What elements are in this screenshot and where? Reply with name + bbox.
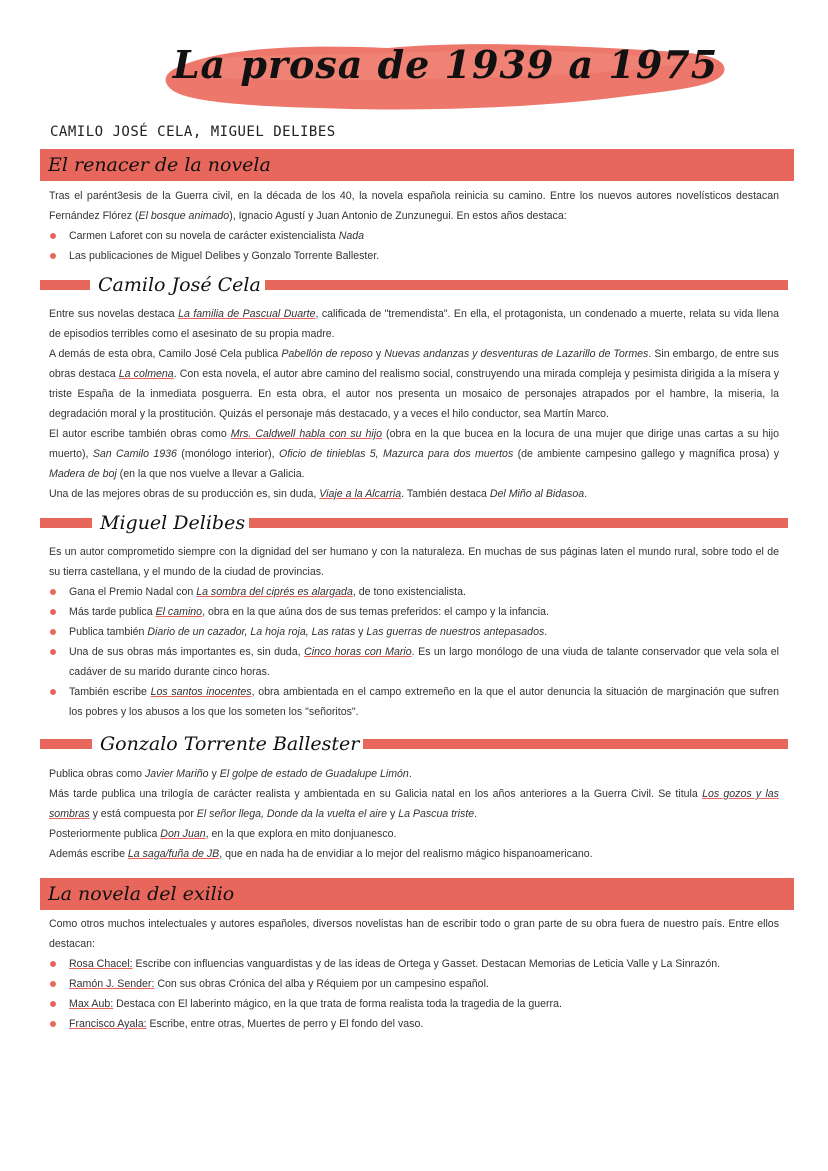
divider (40, 518, 92, 528)
subheading-cela (40, 272, 788, 298)
list-item: Publica también Diario de un cazador, La hoja roja, Las ratas y Las guerras de nuestros antepasados. (49, 622, 779, 642)
section-renacer-body (49, 186, 779, 266)
list-item: Francisco Ayala: Escribe, entre otras, Muertes de perro y El fondo del vaso. (49, 1014, 779, 1034)
paragraph: Como otros muchos intelectuales y autores españoles, diversos novelistas han de escribir todo o gran parte de su obra fuera de nuestro país. Entre ellos destacan: (49, 918, 779, 950)
paragraph: Una de las mejores obras de su producción es, sin duda, Viaje a la Alcarria. También destaca Del Miño al Bidasoa. (49, 488, 588, 500)
bullet-list (49, 954, 779, 1034)
divider (40, 739, 92, 749)
paragraph: El autor escribe también obras como Mrs. Caldwell habla con su hijo (obra en la que bucea en la locura de una mujer que dirige unas cartas a su hijo muerto), San Camilo 1936 (monólogo interior), Oficio de tinieblas 5, Mazurca para dos muertos (de ambiente campesino gallego y magnífica prosa) y Madera de boj (en la que nos vuelve a llevar a Galicia. (49, 428, 780, 480)
subheading-label: Miguel Delibes (96, 510, 249, 536)
divider (236, 280, 788, 290)
paragraph: Entre sus novelas destaca La familia de Pascual Duarte, calificada de "tremendista". En ella, el protagonista, un condenado a muerte, relata su vida llena de episodios terribles como el asesinato de su propia madre. (49, 308, 779, 340)
subheading-delibes (40, 510, 788, 536)
section-heading-renacer: El renacer de la novela (40, 149, 794, 181)
paragraph: A demás de esta obra, Camilo José Cela publica Pabellón de reposo y Nuevas andanzas y desventuras de Lazarillo de Tormes. Sin embargo, de entre sus obras destaca La colmena. Con esta novela, el autor abre camino del realismo social, construyendo una mirada compleja y pesimista dirigida a la mísera y triste España de la inmediata posguerra. En esta obra, el autor nos presenta un mosaico de personajes atrapados por el hambre, la miseria, la degradación moral y la prostitución. Quizás el personaje más destacado, y a veces el hilo conductor, sea Martín Marco. (49, 348, 780, 420)
section-delibes-body (49, 542, 779, 722)
paragraph: Publica obras como Javier Mariño y El golpe de estado de Guadalupe Limón. (49, 768, 412, 780)
paragraph: Tras el parént3esis de la Guerra civil, en la década de los 40, la novela española reinicia su camino. Entre los nuevos autores novelísticos destacan Fernández Flórez (El bosque animado), Ignacio Agustí y Juan Antonio de Zunzunegui. En estos años destaca: (49, 190, 779, 222)
section-exilio-body (49, 914, 779, 1034)
list-item: También escribe Los santos inocentes, obra ambientada en el campo extremeño en la que el autor denuncia la situación de marginación que sufren los pobres y los abusos a los que los someten los "señoritos". (49, 682, 779, 722)
list-item: Una de sus obras más importantes es, sin duda, Cinco horas con Mario. Es un largo monólogo de una viuda de talante conservador que vela sola el cadáver de su marido durante cinco horas. (49, 642, 779, 682)
paragraph: Más tarde publica una trilogía de carácter realista y ambientada en su Galicia natal en los años anteriores a la Guerra Civil. Se titula Los gozos y las sombras y está compuesta por El señor llega, Donde da la vuelta el aire y La Pascua triste. (49, 788, 779, 820)
bullet-list (49, 226, 779, 266)
list-item: Max Aub: Destaca con El laberinto mágico, en la que trata de forma realista toda la tragedia de la guerra. (49, 994, 779, 1014)
paragraph: Posteriormente publica Don Juan, en la que explora en mito donjuanesco. (49, 828, 397, 840)
divider (40, 280, 90, 290)
paragraph: Es un autor comprometido siempre con la dignidad del ser humano y con la naturaleza. En muchas de sus páginas laten el mundo rural, sobre todo el de su tierra castellana, y el mundo de la ciudad de provincias. (49, 546, 779, 578)
subheading-label: Gonzalo Torrente Ballester (96, 731, 363, 757)
section-torrente-body (49, 764, 779, 864)
section-cela-body (49, 304, 779, 504)
title-banner (158, 30, 733, 122)
section-heading-exilio: La novela del exilio (40, 878, 794, 910)
bullet-list (49, 582, 779, 722)
subheading-torrente (40, 731, 788, 757)
authors-subtitle: CAMILO JOSÉ CELA, MIGUEL DELIBES (50, 124, 336, 140)
list-item: Carmen Laforet con su novela de carácter existencialista Nada (49, 226, 779, 246)
list-item: Las publicaciones de Miguel Delibes y Gonzalo Torrente Ballester. (49, 246, 779, 266)
list-item: Rosa Chacel: Escribe con influencias vanguardistas y de las ideas de Ortega y Gasset. Destacan Memorias de Leticia Valle y La Sinrazón. (49, 954, 779, 974)
paragraph: Además escribe La saga/fuña de JB, que en nada ha de envidiar a lo mejor del realismo mágico hispanoamericano. (49, 848, 593, 860)
subheading-label: Camilo José Cela (94, 272, 265, 298)
divider (308, 739, 788, 749)
list-item: Gana el Premio Nadal con La sombra del ciprés es alargada, de tono existencialista. (49, 582, 779, 602)
page-title: La prosa de 1939 a 1975 (172, 42, 719, 87)
list-item: Ramón J. Sender: Con sus obras Crónica del alba y Réquiem por un campesino español. (49, 974, 779, 994)
divider (232, 518, 788, 528)
list-item: Más tarde publica El camino, obra en la que aúna dos de sus temas preferidos: el campo y la infancia. (49, 602, 779, 622)
